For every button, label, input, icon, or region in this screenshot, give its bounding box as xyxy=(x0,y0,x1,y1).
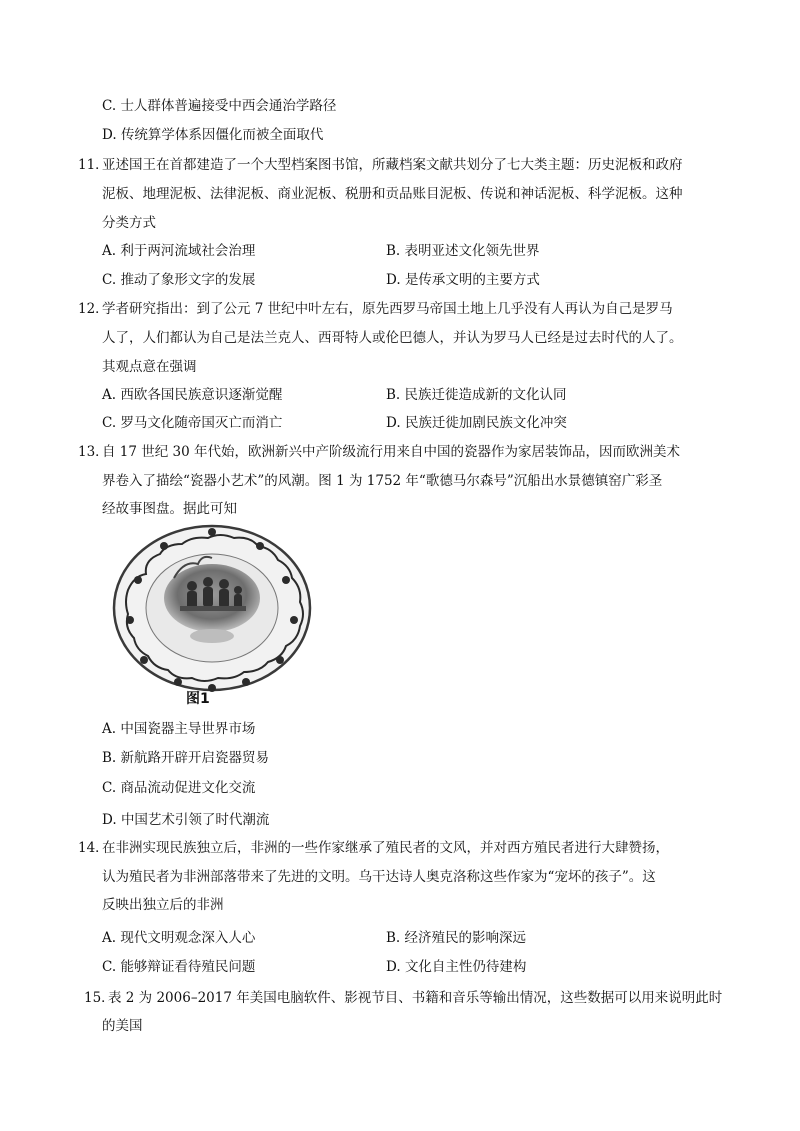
question-text: 泥板、地理泥板、法律泥板、商业泥板、税册和贡品账目泥板、传说和神话泥板、科学泥板。这种 xyxy=(102,186,683,202)
option-a: A. 现代文明观念深入人心 xyxy=(102,930,256,946)
question-text: 认为殖民者为非洲部落带来了先进的文明。乌干达诗人奥克洛称这些作家为“宠坏的孩子”。这 xyxy=(102,869,656,885)
question-text: 分类方式 xyxy=(102,215,156,231)
question-text: 反映出独立后的非洲 xyxy=(102,897,224,913)
question-14: 14．在非洲实现民族独立后，非洲的一些作家继承了殖民者的文风，并对西方殖民者进行大肆赞扬， xyxy=(78,840,669,856)
option-b: B. 表明亚述文化领先世界 xyxy=(386,243,540,259)
option-c: C. 士人群体普遍接受中西会通治学路径 xyxy=(102,98,337,114)
question-11: 11．亚述国王在首都建造了一个大型档案图书馆，所藏档案文献共划分了七大类主题：历史泥板和政府 xyxy=(78,157,683,173)
option-d: D. 文化自主性仍待建构 xyxy=(386,959,527,975)
question-13: 13．自 17 世纪 30 年代始，欧洲新兴中产阶级流行用来自中国的瓷器作为家居装饰品，因而欧洲美术 xyxy=(78,444,681,460)
question-number: 14． xyxy=(78,840,109,856)
question-15: 15．表 2 为 2006–2017 年美国电脑软件、影视节目、书籍和音乐等输出情况，这些数据可以用来说明此时 xyxy=(84,990,723,1006)
option-c: C. 推动了象形文字的发展 xyxy=(102,272,256,288)
question-text: 人了，人们都认为自己是法兰克人、西哥特人或伦巴德人，并认为罗马人已经是过去时代的人了。 xyxy=(102,330,683,346)
option-d: D. 是传承文明的主要方式 xyxy=(386,272,540,288)
question-12: 12．学者研究指出：到了公元 7 世纪中叶左右，原先西罗马帝国土地上几乎没有人再认为自己是罗马 xyxy=(78,301,673,317)
option-c: C. 罗马文化随帝国灭亡而消亡 xyxy=(102,415,283,431)
question-text: 经故事图盘。据此可知 xyxy=(102,501,237,517)
option-d: D. 中国艺术引领了时代潮流 xyxy=(102,812,270,828)
option-b: B. 经济殖民的影响深远 xyxy=(386,930,527,946)
option-a: A. 利于两河流域社会治理 xyxy=(102,243,256,259)
question-text: 的美国 xyxy=(102,1018,143,1034)
option-c: C. 商品流动促进文化交流 xyxy=(102,780,256,796)
question-number: 12． xyxy=(78,301,109,317)
question-number: 15． xyxy=(84,990,115,1006)
option-b: B. 新航路开辟开启瓷器贸易 xyxy=(102,750,270,766)
question-text: 界卷入了描绘“瓷器小艺术”的风潮。图 1 为 1752 年“歌德马尔森号”沉船出水景德镇窑广彩圣 xyxy=(102,473,663,489)
figure-caption: 图1 xyxy=(186,691,210,707)
option-d: D. 民族迁徙加剧民族文化冲突 xyxy=(386,415,567,431)
porcelain-plate-image xyxy=(108,520,316,710)
option-c: C. 能够辩证看待殖民问题 xyxy=(102,959,256,975)
question-text: 其观点意在强调 xyxy=(102,359,197,375)
option-a: A. 西欧各国民族意识逐渐觉醒 xyxy=(102,387,283,403)
option-a: A. 中国瓷器主导世界市场 xyxy=(102,721,256,737)
option-d: D. 传统算学体系因僵化而被全面取代 xyxy=(102,127,324,143)
option-b: B. 民族迁徙造成新的文化认同 xyxy=(386,387,567,403)
question-number: 13． xyxy=(78,444,109,460)
question-number: 11． xyxy=(78,157,109,173)
